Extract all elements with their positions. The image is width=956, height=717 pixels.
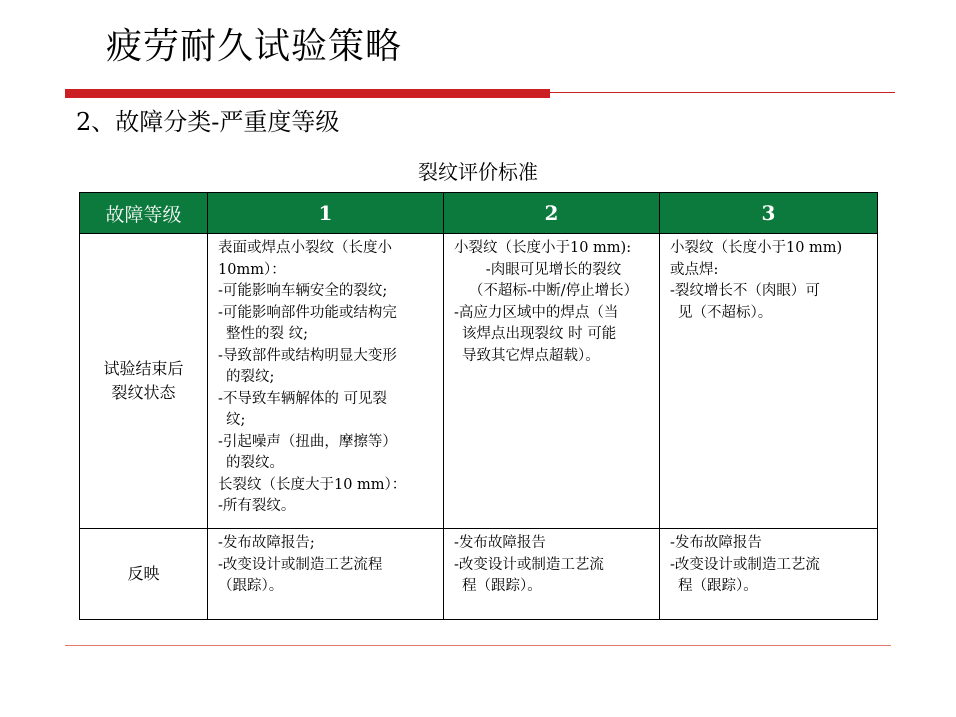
cell-line: -可能影响车辆安全的裂纹; — [218, 283, 388, 299]
cell-line: 程（跟踪）。 — [678, 578, 758, 594]
cell-line: -发布故障报告; — [218, 535, 315, 551]
title-underline-thin — [550, 92, 895, 93]
cell-line: 小裂纹（长度小于10 mm): — [454, 240, 632, 256]
slide-title: 疲劳耐久试验策略 — [106, 26, 403, 67]
crack-state-level-1-cell — [208, 234, 444, 529]
reaction-level-1-cell — [208, 529, 444, 620]
cell-line: 或点焊: — [670, 261, 719, 278]
row-label-line: 试验结束后 — [103, 359, 184, 378]
cell-line: -导致部件或结构明显大变形 — [218, 347, 397, 364]
row-label-line: 反映 — [127, 564, 160, 583]
footer-rule — [65, 645, 891, 646]
cell-line: 的裂纹; — [226, 369, 275, 385]
cell-line: -不导致车辆解体的 可见裂 — [218, 390, 388, 407]
cell-line: （跟踪）。 — [218, 578, 284, 594]
cell-line: -可能影响部件功能或结构完 — [218, 304, 397, 321]
cell-line: -所有裂纹。 — [218, 498, 296, 514]
cell-line: -引起噪声（扭曲，摩擦等） — [218, 433, 397, 450]
row-label-line: 裂纹状态 — [111, 383, 176, 402]
cell-line: 见（不超标）。 — [678, 304, 773, 321]
table-row-crack-state — [80, 234, 878, 529]
cell-line: -改变设计或制造工艺流 — [454, 556, 604, 573]
cell-line: 的裂纹。 — [226, 455, 284, 471]
cell-line: -裂纹增长不（肉眼）可 — [670, 283, 820, 299]
cell-line: 长裂纹（长度大于10 mm）： — [218, 476, 407, 493]
row-label-reaction — [80, 529, 208, 620]
crack-state-level-2-cell — [444, 234, 660, 529]
cell-line: 导致其它焊点超载）。 — [462, 347, 600, 364]
cell-line: 程（跟踪）。 — [462, 578, 542, 594]
cell-line: 表面或焊点小裂纹（长度小 — [218, 240, 392, 256]
reaction-level-3-cell — [660, 529, 878, 620]
header-level-3: 3 — [660, 193, 878, 234]
crack-state-level-3-cell — [660, 234, 878, 529]
crack-evaluation-table — [79, 192, 878, 620]
row-label-crack-state — [80, 234, 208, 529]
cell-line: 10mm）： — [218, 261, 286, 278]
table-caption: 裂纹评价标准 — [418, 160, 538, 184]
cell-line: -肉眼可见增长的裂纹 — [485, 261, 622, 278]
cell-line: 小裂纹（长度小于10 mm) — [670, 240, 843, 256]
table-row-reaction — [80, 529, 878, 620]
cell-line: -高应力区域中的焊点（当 — [454, 304, 619, 321]
cell-line: -改变设计或制造工艺流 — [670, 556, 820, 573]
cell-line: 该焊点出现裂纹 时 可能 — [462, 326, 617, 342]
cell-line: （不超标-中断/停止增长） — [468, 283, 639, 299]
cell-line: -改变设计或制造工艺流程 — [218, 556, 383, 573]
cell-line: 纹; — [226, 412, 246, 428]
header-level-1: 1 — [208, 193, 444, 234]
header-fault-level: 故障等级 — [80, 193, 208, 234]
cell-line: 整性的裂 纹; — [226, 326, 308, 342]
header-level-2: 2 — [444, 193, 660, 234]
cell-line: -发布故障报告 — [454, 535, 546, 551]
table-header-row — [80, 193, 878, 234]
cell-line: -发布故障报告 — [670, 535, 762, 551]
title-underline-thick — [65, 89, 550, 98]
section-heading: 2、故障分类-严重度等级 — [76, 108, 340, 136]
reaction-level-2-cell — [444, 529, 660, 620]
